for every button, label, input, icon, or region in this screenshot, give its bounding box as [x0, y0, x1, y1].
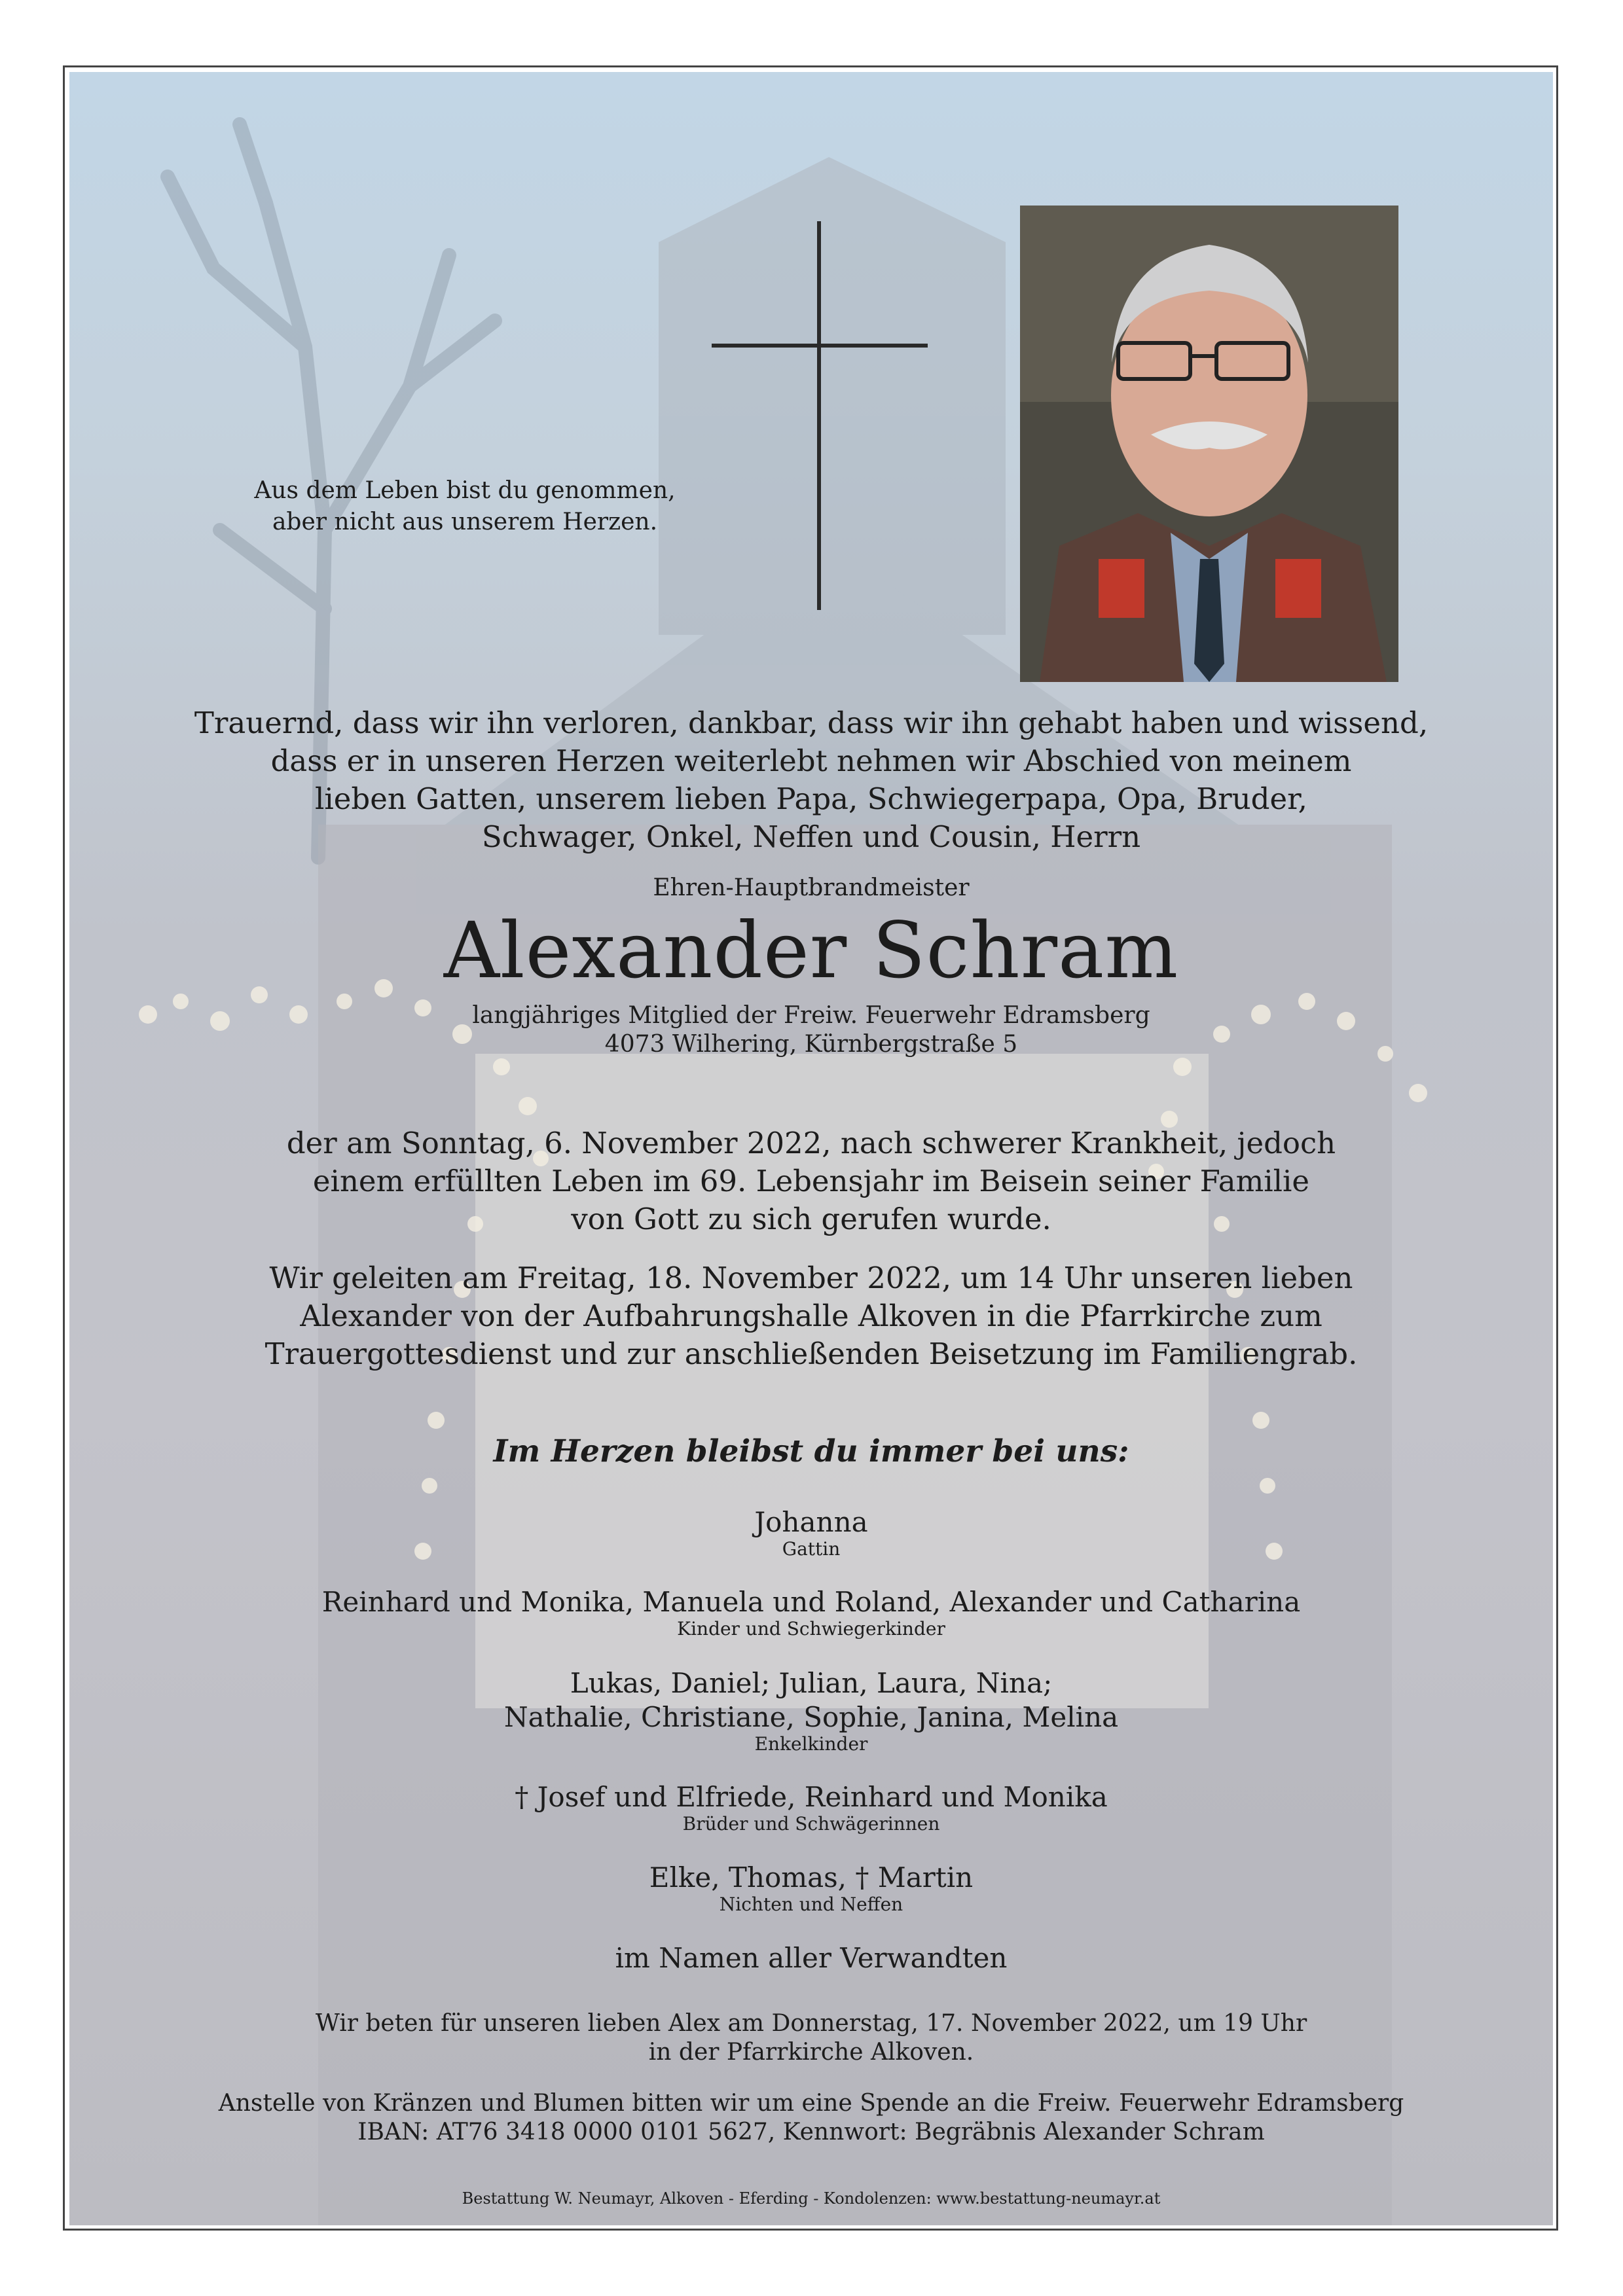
prayer-line: in der Pfarrkirche Alkoven. [648, 2039, 974, 2066]
footer-text: Bestattung W. Neumayr, Alkoven - Eferding - Kondolenzen: www.bestattung-neumayr.at [462, 2189, 1161, 2208]
death-notice-line: einem erfüllten Leben im 69. Lebensjahr im Beisein seiner Familie [312, 1164, 1310, 1198]
intro-line: Schwager, Onkel, Neffen und Cousin, Herrn [481, 819, 1141, 854]
mourners-group-nieces-nephews [69, 1861, 1553, 1914]
mourners-group-children [69, 1585, 1553, 1639]
prayer-notice [69, 2009, 1553, 2067]
funeral-paragraph [69, 1259, 1553, 1373]
mourner-names: Reinhard und Monika, Manuela und Roland, Alexander und Catharina [321, 1586, 1301, 1618]
intro-line: Trauernd, dass wir ihn verloren, dankbar, dass wir ihn gehabt haben und wissend, [194, 706, 1429, 740]
mourner-names: † Josef und Elfriede, Reinhard und Monika [515, 1781, 1108, 1813]
funeral-line: Trauergottesdienst und zur anschließenden Beisetzung im Familiengrab. [264, 1336, 1358, 1371]
intro-line: dass er in unseren Herzen weiterlebt nehmen wir Abschied von meinem [270, 744, 1352, 778]
mourners-heading: Im Herzen bleibst du immer bei uns: [493, 1433, 1129, 1469]
intro-paragraph [69, 704, 1553, 856]
donation-line: IBAN: AT76 3418 0000 0101 5627, Kennwort: Begräbnis Alexander Schram [357, 2119, 1265, 2145]
prayer-line: Wir beten für unseren lieben Alex am Donnerstag, 17. November 2022, um 19 Uhr [315, 2010, 1307, 2037]
mourner-relation: Gattin [782, 1538, 841, 1560]
deceased-title: Ehren-Hauptbrandmeister [653, 874, 970, 901]
death-notice-paragraph [69, 1124, 1553, 1238]
motto-line: Aus dem Leben bist du genommen, [254, 477, 676, 504]
mourner-relation: Enkelkinder [754, 1733, 868, 1755]
mourner-relation: Kinder und Schwiegerkinder [677, 1618, 945, 1640]
mourner-names: Elke, Thomas, † Martin [649, 1861, 974, 1893]
deceased-name: Alexander Schram [443, 905, 1179, 996]
motto-line: aber nicht aus unserem Herzen. [272, 509, 658, 535]
mourners-group-grandchildren [69, 1666, 1553, 1754]
funeral-line: Wir geleiten am Freitag, 18. November 2022, um 14 Uhr unseren lieben [269, 1261, 1353, 1295]
donation-notice [69, 2089, 1553, 2147]
mourner-relation: Brüder und Schwägerinnen [682, 1813, 940, 1835]
all-relatives-text: im Namen aller Verwandten [615, 1942, 1008, 1974]
address-text: 4073 Wilhering, Kürnbergstraße 5 [604, 1031, 1018, 1058]
mourner-relation: Nichten und Neffen [719, 1893, 903, 1915]
donation-line: Anstelle von Kränzen und Blumen bitten wir um eine Spende an die Freiw. Feuerwehr Edramsberg [218, 2090, 1404, 2117]
mourners-group-spouse [69, 1505, 1553, 1559]
deceased-details [69, 1001, 1553, 1059]
mourners-group-siblings [69, 1780, 1553, 1834]
motto-text [223, 475, 707, 538]
membership-text: langjähriges Mitglied der Freiw. Feuerwehr Edramsberg [472, 1002, 1150, 1029]
mourner-names: Lukas, Daniel; Julian, Laura, Nina; [570, 1667, 1053, 1699]
mourner-names: Johanna [754, 1506, 868, 1538]
mourner-names: Nathalie, Christiane, Sophie, Janina, Melina [503, 1701, 1119, 1733]
portrait-photo [1020, 206, 1398, 682]
death-notice-line: von Gott zu sich gerufen wurde. [571, 1202, 1051, 1236]
funeral-line: Alexander von der Aufbahrungshalle Alkoven in die Pfarrkirche zum [300, 1299, 1322, 1333]
death-notice-line: der am Sonntag, 6. November 2022, nach schwerer Krankheit, jedoch [286, 1126, 1336, 1160]
intro-line: lieben Gatten, unserem lieben Papa, Schwiegerpapa, Opa, Bruder, [315, 781, 1307, 816]
